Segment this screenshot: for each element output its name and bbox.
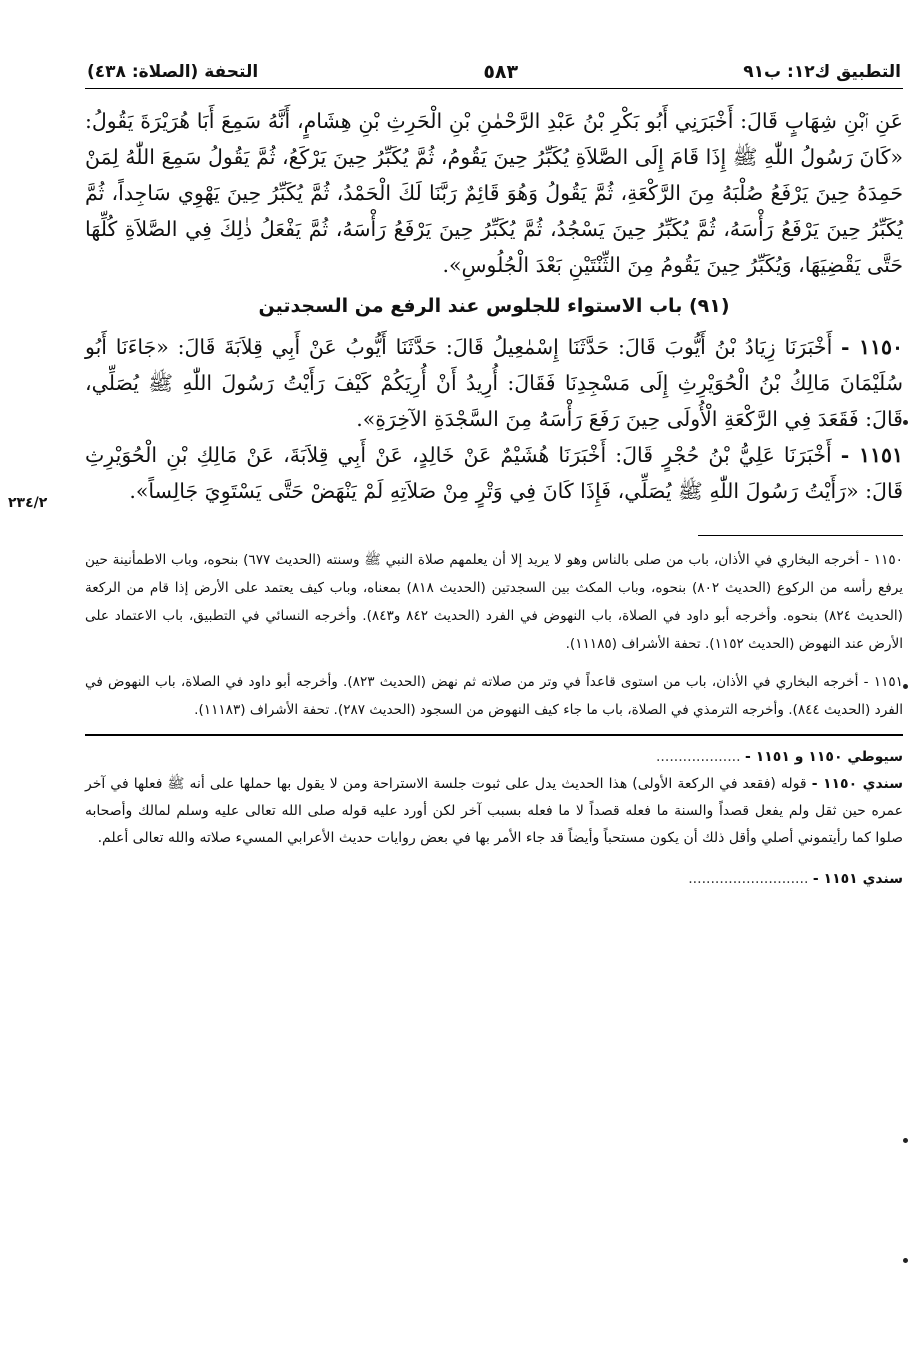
hadith-number: ١١٥١ -: [840, 443, 903, 467]
sindi-label: سندي ١١٥٠ -: [811, 776, 904, 792]
running-header: [85, 58, 903, 86]
footnote-1150: ١١٥٠ - أخرجه البخاري في الأذان، باب من صلى بالناس وهو لا يريد إلا أن يعلمهم صلاة النبي ﷺ وسنته (الحديث ٦٧٧) بنحوه، وباب الاطمأنينة حين يرفع رأسه من الركوع (الحديث ٨٠٢) بنحوه، وباب المكث بين السجدتين (الحديث ٨١٨) بمعناه، وباب كيف يعتمد على الأرض إذا قام من الركعة (الحديث ٨٢٤) بنحوه. وأخرجه أبو داود في الصلاة، باب النهوض في الفرد (الحديث ٨٤٢ و٨٤٣). وأخرجه النسائي في التطبيق، باب الاعتماد على الأرض عند النهوض (الحديث ١١٥٢). تحفة الأشراف (١١١٨٥).: [85, 552, 904, 652]
sindi-1150: [85, 771, 903, 852]
margin-reference: ٢٣٤/٢: [8, 495, 48, 511]
footnote-separator: [698, 535, 903, 536]
margin-dot: [903, 1138, 908, 1143]
hadith-text: أَخْبَرَنَا زِيَادُ بْنُ أَيُّوبَ قَالَ: حَدَّثَنَا إِسْمٰعِيلُ قَالَ: حَدَّثَنَا أَيُّوبُ عَنْ أَبِي قِلاَبَةَ قَالَ: «جَاءَنَا أَبُو سُلَيْمَانَ مَالِكُ بْنُ الْحُوَيْرِثِ إِلَى مَسْجِدِنَا فَقَالَ: أُرِيدُ أَنْ أُرِيَكُمْ كَيْفَ رَأَيْتُ رَسُولَ اللّٰهِ ﷺ يُصَلِّي، قَالَ: فَقَعَدَ فِي الرَّكْعَةِ الْأُولَى حِينَ رَفَعَ رَأْسَهُ مِنَ السَّجْدَةِ الآخِرَةِ».: [85, 335, 903, 431]
book-page: [85, 58, 903, 1348]
suyuti-label: سيوطي ١١٥٠ و ١١٥١ -: [745, 749, 903, 765]
hadith-text: أَخْبَرَنَا عَلِيُّ بْنُ حُجْرٍ قَالَ: أَخْبَرَنَا هُشَيْمٌ عَنْ خَالِدٍ، عَنْ أَبِي قِلاَبَةَ، عَنْ مَالِكِ بْنِ الْحُوَيْرِثِ قَالَ: «رَأَيْتُ رَسُولَ اللّٰهِ ﷺ يُصَلِّي، فَإِذَا كَانَ فِي وَتْرٍ مِنْ صَلاَتِهِ لَمْ يَنْهَضْ حَتَّى يَسْتَوِيَ جَالِساً».: [85, 443, 903, 503]
header-rule: [85, 88, 903, 89]
chapter-title: (٩١) باب الاستواء للجلوس عند الرفع من السجدتين: [258, 295, 730, 317]
header-right: التطبيق ك١٢: ب٩١: [743, 62, 901, 82]
intro-paragraph: عَنِ ٱبْنِ شِهَابٍ قَالَ: أَخْبَرَنِي أَبُو بَكْرِ بْنُ عَبْدِ الرَّحْمٰنِ بْنِ الْحَرِثِ بْنِ هِشَامٍ، أَنَّهُ سَمِعَ أَبَا هُرَيْرَةَ يَقُولُ: «كَانَ رَسُولُ اللّٰهِ ﷺ إِذَا قَامَ إِلَى الصَّلاَةِ يُكَبِّرُ حِينَ يَقُومُ، ثُمَّ يُكَبِّرُ حِينَ يَرْكَعُ، ثُمَّ يَقُولُ سَمِعَ اللّٰهُ لِمَنْ حَمِدَهُ حِينَ يَرْفَعُ صُلْبَهُ مِنَ الرَّكْعَةِ، ثُمَّ يَقُولُ وَهُوَ قَائِمٌ رَبَّنَا لَكَ الْحَمْدُ، ثُمَّ يُكَبِّرُ حِينَ يَهْوِي سَاجِداً، ثُمَّ يُكَبِّرُ حِينَ يَرْفَعُ رَأْسَهُ، ثُمَّ يُكَبِّرُ حِينَ يَسْجُدُ، ثُمَّ يُكَبِّرُ حِينَ يَرْفَعُ رَأْسَهُ، ثُمَّ يَفْعَلُ ذٰلِكَ فِي الصَّلاَةِ كُلِّهَا حَتَّى يَقْضِيَهَا، وَيُكَبِّرُ حِينَ يَقُومُ مِنَ الثِّنْتَيْنِ بَعْدَ الْجُلُوسِ».: [85, 109, 904, 277]
page-number: ٥٨٣: [483, 61, 519, 83]
main-text: [85, 103, 903, 509]
commentary-separator: [85, 734, 903, 736]
hadith-1151: [85, 437, 903, 509]
margin-dot: [903, 1258, 908, 1263]
suyuti-line: [85, 744, 903, 771]
sindi2-label: سندي ١١٥١ -: [812, 871, 903, 887]
hadith-1150: [85, 329, 903, 437]
leader-dots: ...................: [655, 749, 741, 765]
sindi-text: قوله (فقعد في الركعة الأولى) هذا الحديث يدل على ثبوت جلسة الاستراحة ومن لا يقول بها حملها على أنه ﷺ فعلها في آخر عمره حين ثقل ولم يفعل قصداً والسنة ما فعله قصداً لا ما فعله بسبب آخر لكن أورد عليه قوله صلى الله تعالى عليه وسلم لمالك وأصحابه صلوا كما رأيتموني أصلي وأقل ذلك أن يكون مستحباً وأيضاً قد جاء الأمر بها في بعض روايات حديث الأعرابي المسيء صلاته والله تعالى أعلم.: [85, 776, 903, 846]
hadith-number: ١١٥٠ -: [841, 335, 903, 359]
margin-dot: [903, 684, 908, 689]
footnotes: [85, 546, 903, 724]
footnote-1151: ١١٥١ - أخرجه البخاري في الأذان، باب من استوى قاعداً في وتر من صلاته ثم نهض (الحديث ٨٢٣). وأخرجه أبو داود في الصلاة، باب النهوض في الفرد (الحديث ٨٤٤). وأخرجه الترمذي في الصلاة، باب ما جاء كيف النهوض من السجود (الحديث ٢٨٧). تحفة الأشراف (١١١٨٣).: [85, 674, 903, 718]
header-left: التحفة (الصلاة: ٤٣٨): [87, 62, 259, 82]
margin-dot: [903, 420, 908, 425]
leader-dots: ...........................: [688, 871, 809, 887]
sindi-1151: [85, 866, 903, 893]
commentary: [85, 744, 903, 893]
